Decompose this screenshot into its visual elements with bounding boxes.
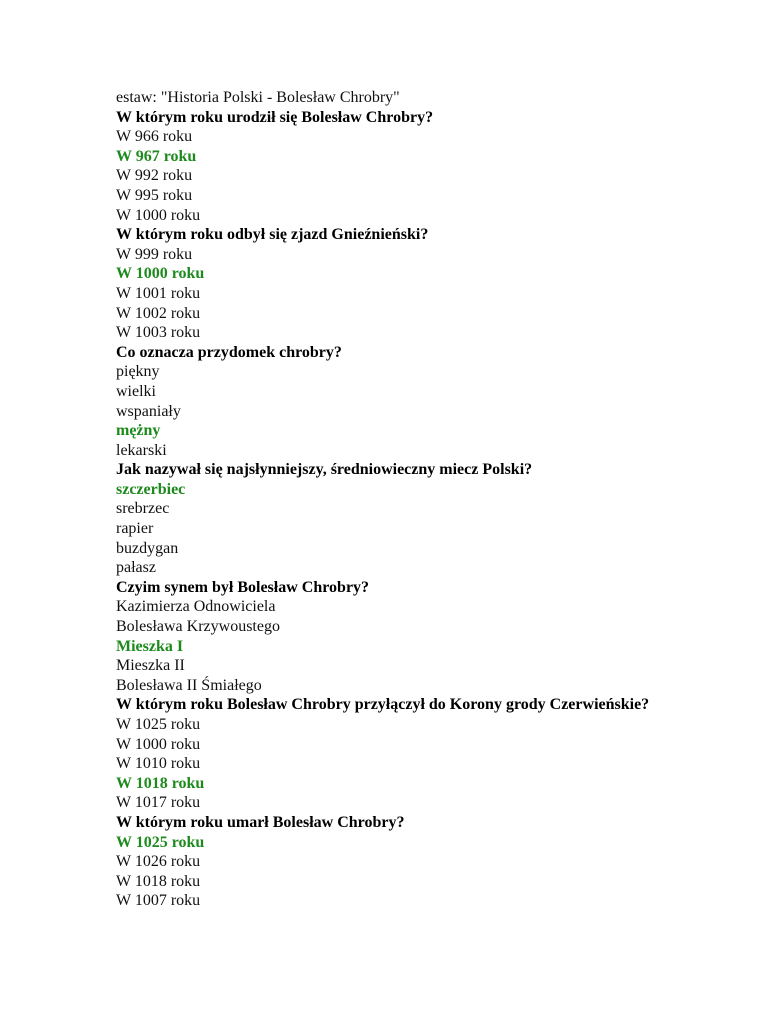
question-block-4 (116, 460, 716, 578)
answer-option: W 992 roku (116, 167, 193, 185)
question-text: W którym roku odbył się zjazd Gnieźnieński? (116, 226, 429, 244)
answer-option: W 1010 roku (116, 755, 201, 773)
answer-option: wielki (116, 382, 156, 400)
answer-option: pałasz (116, 559, 156, 577)
question-text: W którym roku umarł Bolesław Chrobry? (116, 813, 405, 831)
answer-option: rapier (116, 520, 154, 538)
correct-answer-option: W 967 roku (116, 147, 197, 165)
answer-option: W 995 roku (116, 186, 193, 204)
question-text: Co oznacza przydomek chrobry? (116, 343, 342, 361)
answer-option: buzdygan (116, 539, 179, 557)
answer-option: wspaniały (116, 402, 181, 420)
answer-option: srebrzec (116, 500, 170, 518)
correct-answer-option: Mieszka I (116, 637, 184, 655)
answer-option: W 1018 roku (116, 872, 201, 890)
question-text: Czyim synem był Bolesław Chrobry? (116, 578, 370, 596)
answer-option: W 1001 roku (116, 284, 201, 302)
question-text: W którym roku urodził się Bolesław Chrobry? (116, 108, 434, 126)
answer-option: piękny (116, 363, 160, 381)
quiz-document (116, 88, 716, 911)
answer-option: Kazimierza Odnowiciela (116, 598, 276, 616)
answer-option: W 1026 roku (116, 853, 201, 871)
correct-answer-option: W 1025 roku (116, 833, 205, 851)
correct-answer-option: W 1000 roku (116, 265, 205, 283)
question-text: Jak nazywał się najsłynniejszy, średniowieczny miecz Polski? (116, 461, 533, 479)
correct-answer-option: mężny (116, 422, 161, 440)
answer-option: Mieszka II (116, 657, 185, 675)
answer-option: W 1002 roku (116, 304, 201, 322)
question-block-5 (116, 578, 716, 696)
answer-option: W 1025 roku (116, 716, 201, 733)
question-block-1 (116, 108, 716, 226)
question-block-3 (116, 343, 716, 461)
answer-option: W 966 roku (116, 128, 193, 146)
answer-option: W 1000 roku (116, 206, 201, 224)
answer-option: lekarski (116, 441, 167, 459)
answer-option: W 1000 roku (116, 735, 201, 753)
answer-option: W 1003 roku (116, 324, 201, 342)
answer-option: Bolesława II Śmiałego (116, 676, 262, 694)
answer-option: W 1007 roku (116, 892, 201, 910)
question-block-7 (116, 813, 716, 911)
question-block-6 (116, 695, 716, 813)
answer-option: W 999 roku (116, 245, 193, 263)
correct-answer-option: szczerbiec (116, 480, 186, 498)
quiz-title: estaw: "Historia Polski - Bolesław Chrobry" (116, 89, 400, 106)
question-text: W którym roku Bolesław Chrobry przyłączył do Korony grody Czerwieńskie? (116, 696, 650, 714)
question-block-2 (116, 225, 716, 343)
correct-answer-option: W 1018 roku (116, 774, 205, 792)
answer-option: W 1017 roku (116, 794, 201, 812)
answer-option: Bolesława Krzywoustego (116, 618, 280, 636)
